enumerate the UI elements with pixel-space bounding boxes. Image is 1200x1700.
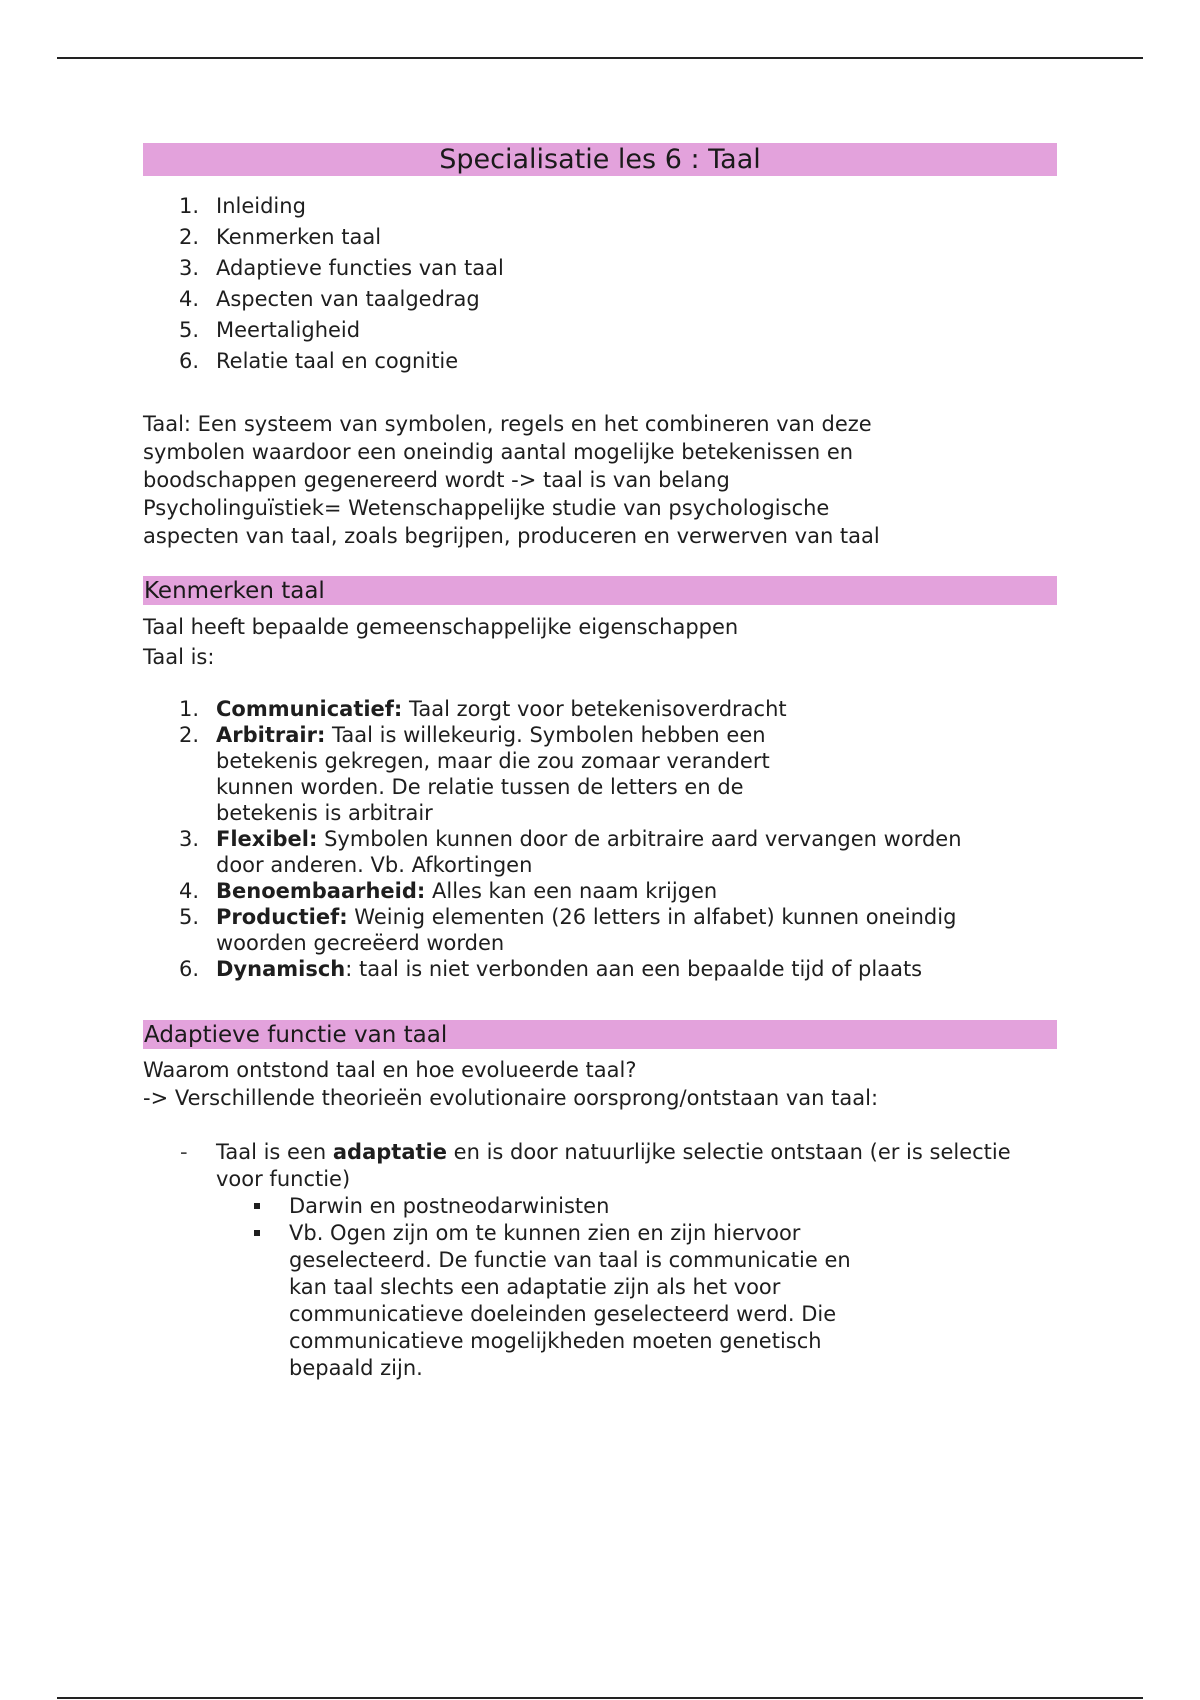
bullet-item: Darwin en postneodarwinisten: [216, 1193, 1057, 1220]
list-item: 5. Productief: Weinig elementen (26 letters in alfabet) kunnen oneindig woorden gecreëerd worden: [179, 905, 957, 955]
bullet-item: Vb. Ogen zijn om te kunnen zien en zijn hiervoor geselecteerd. De functie van taal is communicatie en kan taal slechts een adaptatie zijn als het voor communicatieve doeleinden geselecteerd werd. Die communicatieve mogelijkheden moeten genetisch bepaald zijn.: [216, 1220, 1057, 1382]
adaptief-intro: Waarom ontstond taal en hoe evolueerde taal? -> Verschillende theorieën evolutionaire oorsprong/ontstaan van taal:: [143, 1058, 879, 1110]
document-body: [143, 143, 1057, 1382]
bullet-square-icon: [254, 1230, 260, 1236]
list-item: 3. Flexibel: Symbolen kunnen door de arbitraire aard vervangen worden door anderen. Vb. Afkortingen: [179, 827, 962, 877]
bullet-list: [216, 1193, 1057, 1382]
section-heading-adaptief: Adaptieve functie van taal: [143, 1020, 1057, 1049]
text-line: symbolen waardoor een oneindig aantal mogelijke betekenissen en: [143, 440, 854, 464]
toc-item: 4. Aspecten van taalgedrag: [179, 287, 480, 311]
text-line: Psycholinguïstiek= Wetenschappelijke studie van psychologische: [143, 496, 830, 520]
dash-item: - Taal is een adaptatie en is door natuurlijke selectie ontstaan (er is selectie voor functie) Darwin en postneodarwinisten Vb. Ogen zijn om te kunnen zien en zijn hiervoor geselecteerd. De functie van taal is communicatie en kan taal slechts een adaptatie zijn als het voor communicatieve doeleinden geselecteerd werd. Die communicatieve mogelijkheden moeten genetisch bepaald zijn.: [143, 1139, 1057, 1382]
footer-rule: [57, 1697, 1143, 1699]
list-item: 2. Arbitrair: Taal is willekeurig. Symbolen hebben een betekenis gekregen, maar die zou zomaar verandert kunnen worden. De relatie tussen de letters en de betekenis is arbitrair: [179, 723, 770, 825]
toc-item: 2. Kenmerken taal: [179, 225, 382, 249]
header-rule: [57, 57, 1143, 59]
toc-item: 3. Adaptieve functies van taal: [179, 256, 504, 280]
kenmerken-intro: Taal heeft bepaalde gemeenschappelijke eigenschappen Taal is:: [143, 615, 739, 669]
list-item: 6. Dynamisch: taal is niet verbonden aan een bepaalde tijd of plaats: [179, 957, 923, 981]
kenmerken-list: [143, 696, 1057, 982]
bullet-square-icon: [254, 1203, 260, 1209]
text-line: aspecten van taal, zoals begrijpen, produceren en verwerven van taal: [143, 524, 880, 548]
dash-marker: -: [180, 1140, 188, 1164]
table-of-contents: [143, 191, 1057, 377]
text-line: boodschappen gegenereerd wordt -> taal is van belang: [143, 468, 730, 492]
toc-item: 1. Inleiding: [179, 194, 306, 218]
list-item: 4. Benoembaarheid: Alles kan een naam krijgen: [179, 879, 718, 903]
list-item: 1. Communicatief: Taal zorgt voor betekenisoverdracht: [179, 697, 787, 721]
toc-item: 6. Relatie taal en cognitie: [179, 349, 459, 373]
toc-item: 5. Meertaligheid: [179, 318, 361, 342]
section-heading-kenmerken: Kenmerken taal: [143, 576, 1057, 605]
text-line: Taal: Een systeem van symbolen, regels en het combineren van deze: [143, 412, 872, 436]
page-title: Specialisatie les 6 : Taal: [143, 143, 1057, 176]
definition-paragraph: [143, 410, 1057, 550]
